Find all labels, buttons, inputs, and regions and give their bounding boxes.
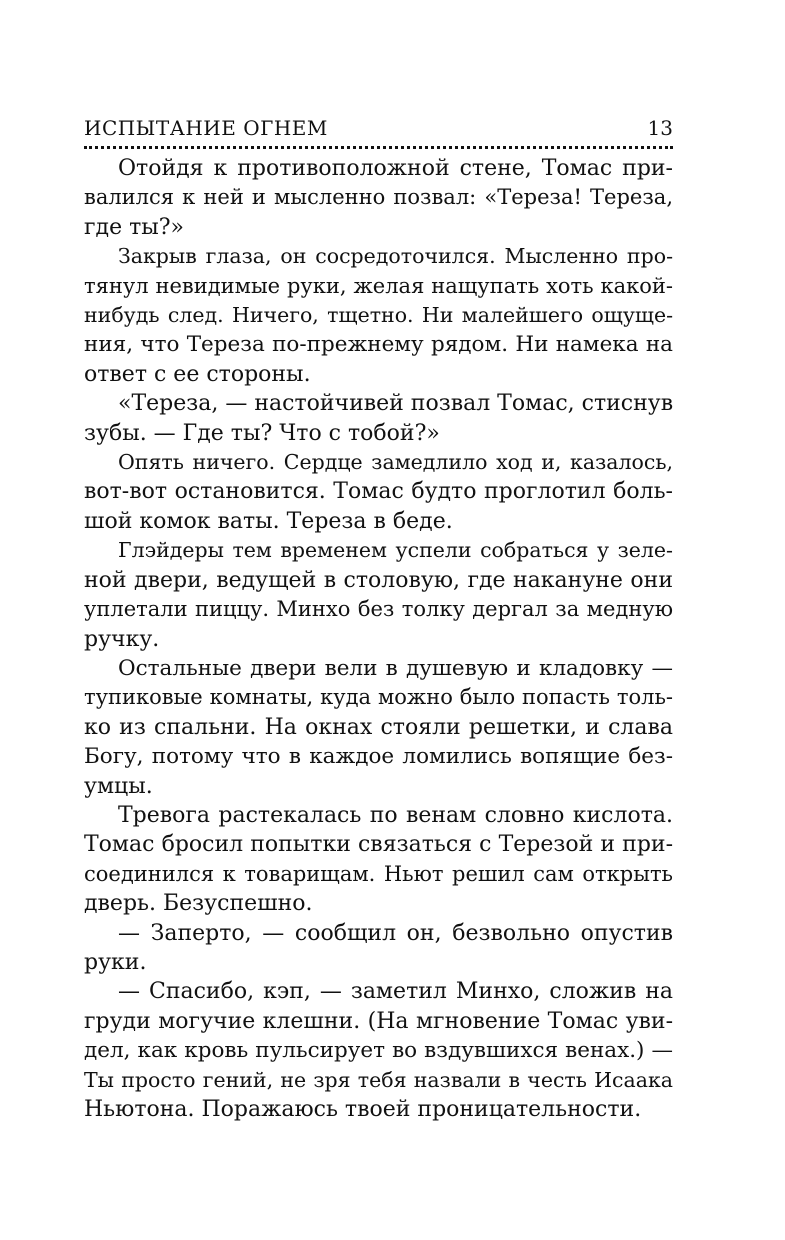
text-line: тупиковые комнаты, куда можно было попасть толь- <box>84 685 673 710</box>
text-line: соединился к товарищам. Ньют решил сам открыть <box>84 861 673 886</box>
text-line: Опять ничего. Сердце замедлило ход и, казалось, <box>118 450 673 475</box>
text-line: Богу, потому что в каждое ломились вопящие без- <box>84 744 673 770</box>
text-line: Остальные двери вели в душевую и кладовку — <box>118 655 673 681</box>
text-line: — Спасибо, кэп, — заметил Минхо, сложив на <box>118 979 673 1005</box>
text-line: умцы. <box>84 773 153 799</box>
text-line: — Заперто, — сообщил он, безвольно опустив <box>118 920 673 946</box>
body-text <box>84 154 673 1124</box>
dotted-header-rule <box>84 146 673 149</box>
text-line: тянул невидимые руки, желая нащупать хоть какой- <box>84 273 673 298</box>
text-line: ко из спальни. На окнах стояли решетки, и слава <box>84 714 673 740</box>
text-line: нибудь след. Ничего, тщетно. Ни малейшего ощуще- <box>84 303 673 328</box>
running-header <box>84 116 673 140</box>
text-line: дверь. Безуспешно. <box>84 891 313 917</box>
text-line: где ты?» <box>84 214 185 240</box>
text-line: ручку. <box>84 626 160 652</box>
text-line: Отойдя к противоположной стене, Томас при- <box>118 156 673 181</box>
text-line: ния, что Тереза по-прежнему рядом. Ни намека на <box>84 332 673 358</box>
text-line: Закрыв глаза, он сосредоточился. Мысленно про- <box>118 244 673 269</box>
text-line: груди могучие клешни. (На мгновение Томас уви- <box>84 1008 673 1034</box>
text-line: шой комок ваты. Тереза в беде. <box>84 508 453 534</box>
text-line: Томас бросил попытки связаться с Терезой и при- <box>84 832 673 858</box>
text-line: Глэйдеры тем временем успели собраться у зеле- <box>118 538 673 563</box>
text-line: валился к ней и мысленно позвал: «Тереза! Тереза, <box>84 185 673 210</box>
text-line: вот-вот остановится. Томас будто проглотил боль- <box>84 479 673 505</box>
text-line: уплетали пиццу. Минхо без толку дергал за медную <box>84 597 673 622</box>
text-line: ной двери, ведущей в столовую, где накануне они <box>84 567 673 593</box>
page-number: 13 <box>647 116 673 140</box>
text-line: Ньютона. Поражаюсь твоей проницательности. <box>84 1097 642 1122</box>
text-line: Тревога растекалась по венам словно кислота. <box>118 802 673 828</box>
text-line: зубы. — Где ты? Что с тобой?» <box>84 420 440 446</box>
running-title: ИСПЫТАНИЕ ОГНЕМ <box>84 116 328 140</box>
text-line: «Тереза, — настойчивей позвал Томас, стиснув <box>118 391 673 417</box>
text-line: ответ с ее стороны. <box>84 361 311 387</box>
text-line: дел, как кровь пульсирует во вздувшихся венах.) — <box>84 1038 673 1064</box>
text-line: руки. <box>84 949 147 975</box>
text-line: Ты просто гений, не зря тебя назвали в честь Исаака <box>84 1067 673 1092</box>
